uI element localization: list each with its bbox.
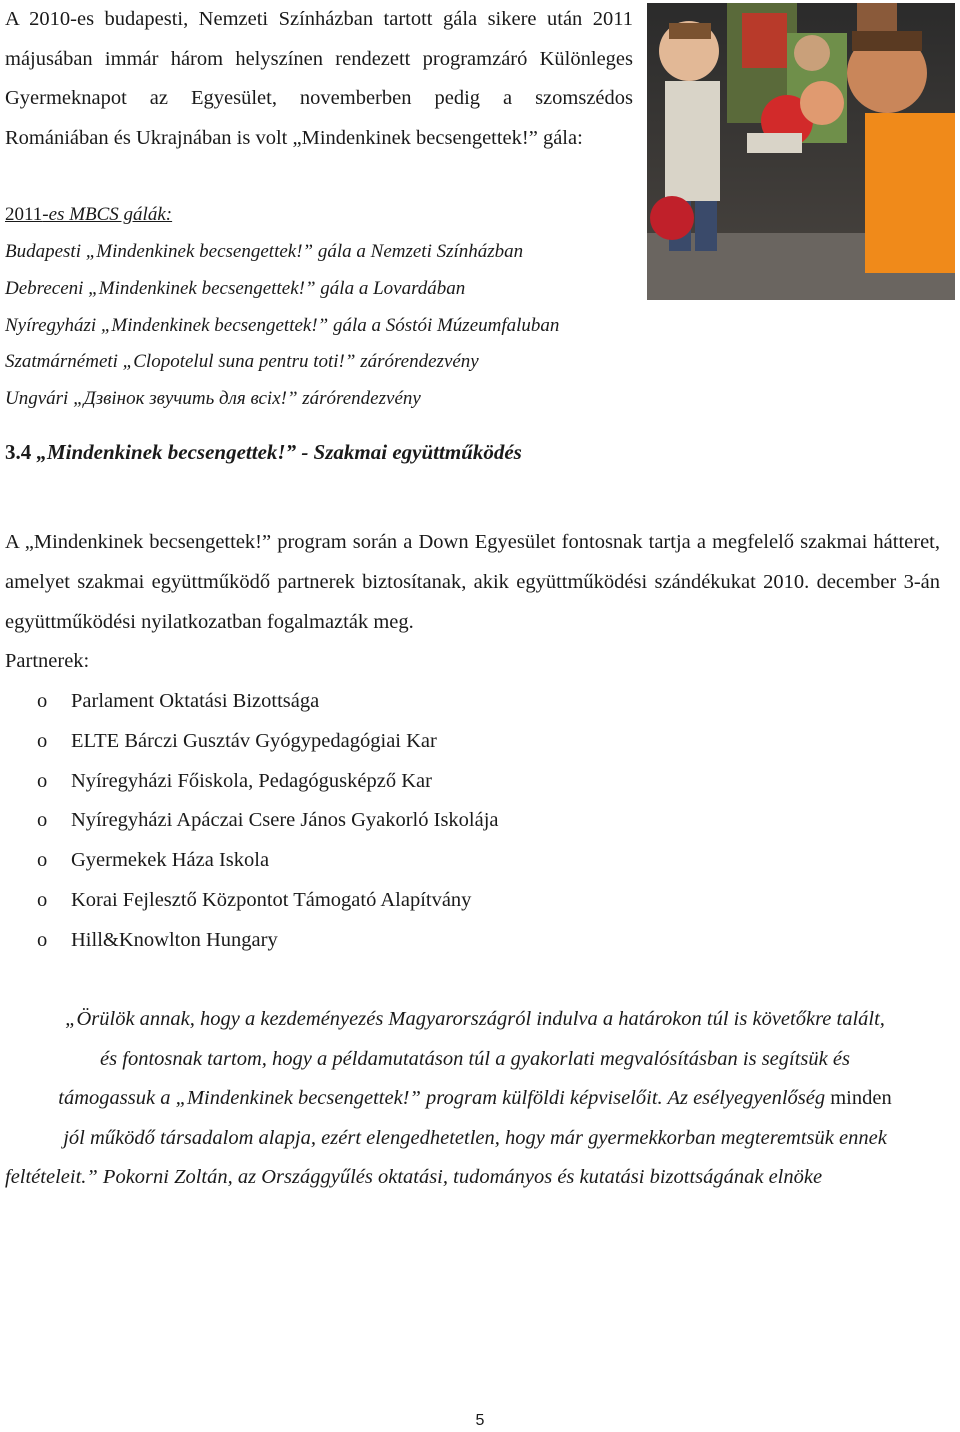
- bullet-icon: o: [37, 769, 48, 792]
- quote-line: [5, 1079, 945, 1119]
- gala-list: [5, 234, 635, 418]
- partner-name: Parlament Oktatási Bizottsága: [71, 690, 320, 712]
- partner-name: Gyermekek Háza Iskola: [71, 849, 270, 872]
- gala-item: Szatmárnémeti „Clopotelul suna pentru toti!” zárórendezvény: [5, 351, 479, 373]
- quote-line-roman: minden: [825, 1087, 892, 1110]
- quote-line: és fontosnak tartom, hogy a példamutatáson túl a gyakorlati megvalósításban is segítsük és: [100, 1047, 850, 1070]
- partner-name: ELTE Bárczi Gusztáv Gyógypedagógiai Kar: [71, 729, 437, 752]
- gala-list-block: [5, 196, 635, 418]
- gala-item: Ungvári „Дзвінок звучить для всіх!” zárórendezvény: [5, 388, 421, 410]
- bullet-icon: o: [37, 729, 48, 752]
- bullet-icon: o: [37, 928, 48, 951]
- gala-list-heading: [5, 196, 635, 234]
- gala-item: Nyíregyházi „Mindenkinek becsengettek!” gála a Sóstói Múzeumfaluban: [5, 314, 560, 336]
- section-heading: [5, 440, 522, 465]
- bullet-icon: o: [37, 849, 48, 872]
- quote-line-italic: támogassuk a „Mindenkinek becsengettek!” program külföldi képviselőit. Az esélyegyenlőség: [58, 1087, 826, 1110]
- partner-name: Korai Fejlesztő Központot Támogató Alapítvány: [71, 888, 472, 911]
- bullet-icon: o: [37, 809, 48, 832]
- bullet-icon: o: [37, 888, 48, 911]
- page-number: 5: [475, 1412, 485, 1429]
- event-photo-graphic: [647, 3, 955, 300]
- intro-paragraph: A 2010-es budapesti, Nemzeti Színházban tartott gála sikere után 2011 májusában immár három helyszínen rendezett programzáró Különleges Gyermeknapot az Egyesület, novemberben pedig a szomszédos Romániában és Ukrajnában is volt „Mindenkinek becsengettek!” gála:: [5, 8, 633, 149]
- partner-name: Nyíregyházi Főiskola, Pedagógusképző Kar: [71, 769, 432, 792]
- gala-item: Debreceni „Mindenkinek becsengettek!” gála a Lovardában: [5, 277, 466, 299]
- event-photo: [647, 3, 955, 300]
- quote-attribution: feltételeit.” Pokorni Zoltán, az Országgyűlés oktatási, tudományos és kutatási bizottságának elnöke: [5, 1166, 823, 1189]
- body-paragraph: A „Mindenkinek becsengettek!” program során a Down Egyesület fontosnak tartja a megfelelő szakmai hátteret, amelyet szakmai együttműködő partnerek biztosítanak, akik együttműködési szándékukat 2010. december 3-án együttműködési nyilatkozatban fogalmazták meg.: [5, 531, 940, 633]
- partners-label: Partnerek:: [5, 650, 90, 672]
- quote-line: jól működő társadalom alapja, ezért elengedhetetlen, hogy már gyermekkorban megteremtsük ennek: [63, 1126, 887, 1149]
- quote-block: [5, 1000, 945, 1198]
- section-title-text: „Mindenkinek becsengettek!” - Szakmai együttműködés: [36, 440, 522, 464]
- gala-heading-year: 2011: [5, 204, 43, 225]
- gala-heading-text: -es MBCS gálák:: [42, 204, 173, 225]
- partner-name: Hill&Knowlton Hungary: [71, 928, 278, 951]
- section-number: 3.4: [5, 440, 32, 464]
- partner-name: Nyíregyházi Apáczai Csere János Gyakorló Iskolája: [71, 809, 499, 832]
- gala-item: Budapesti „Mindenkinek becsengettek!” gála a Nemzeti Színházban: [5, 241, 524, 262]
- quote-line: „Örülök annak, hogy a kezdeményezés Magyarországról indulva a határokon túl is követőkre talált,: [65, 1008, 885, 1030]
- intro-section: [0, 0, 960, 410]
- bullet-icon: o: [37, 690, 48, 712]
